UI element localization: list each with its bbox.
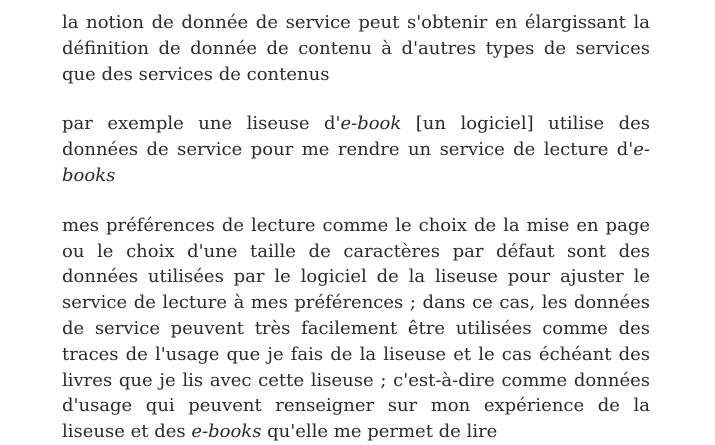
paragraph-2-text-b: [un logiciel] utilise des données de service pour me rendre un service de lecture d' — [62, 113, 650, 161]
paragraph-3-text-a: mes préférences de lecture comme le choix de la mise en page ou le choix d'une taille de caractères par défaut sont des données utilisées par le logiciel de la liseuse pour ajuster le service de lecture à mes préférences ; dans ce cas, les données de service peuvent très facilement être utilisées comme des traces de l'usage que je fais de la liseuse et le cas échéant des livres que je lis avec cette liseuse ; c'est-à-dire comme données d'usage qui peuvent renseigner sur mon expérience de la liseuse et des — [62, 214, 650, 443]
paragraph-3-italic-ebooks: e-books — [191, 421, 262, 443]
paragraph-2-italic-ebooks: e-books — [62, 139, 650, 186]
paragraph-1-text: la notion de donnée de service peut s'obtenir en élargissant la définition de donnée de contenu à d'autres types de services que des services de contenus — [62, 12, 650, 85]
paragraph-2 — [62, 111, 650, 188]
paragraph-1 — [62, 10, 650, 87]
paragraph-3-text-b: qu'elle me permet de lire — [261, 421, 498, 443]
paragraph-2-text-a: par exemple une liseuse d' — [62, 113, 341, 135]
paragraph-3 — [62, 213, 650, 445]
paragraph-2-italic-ebook: e-book — [340, 113, 402, 135]
